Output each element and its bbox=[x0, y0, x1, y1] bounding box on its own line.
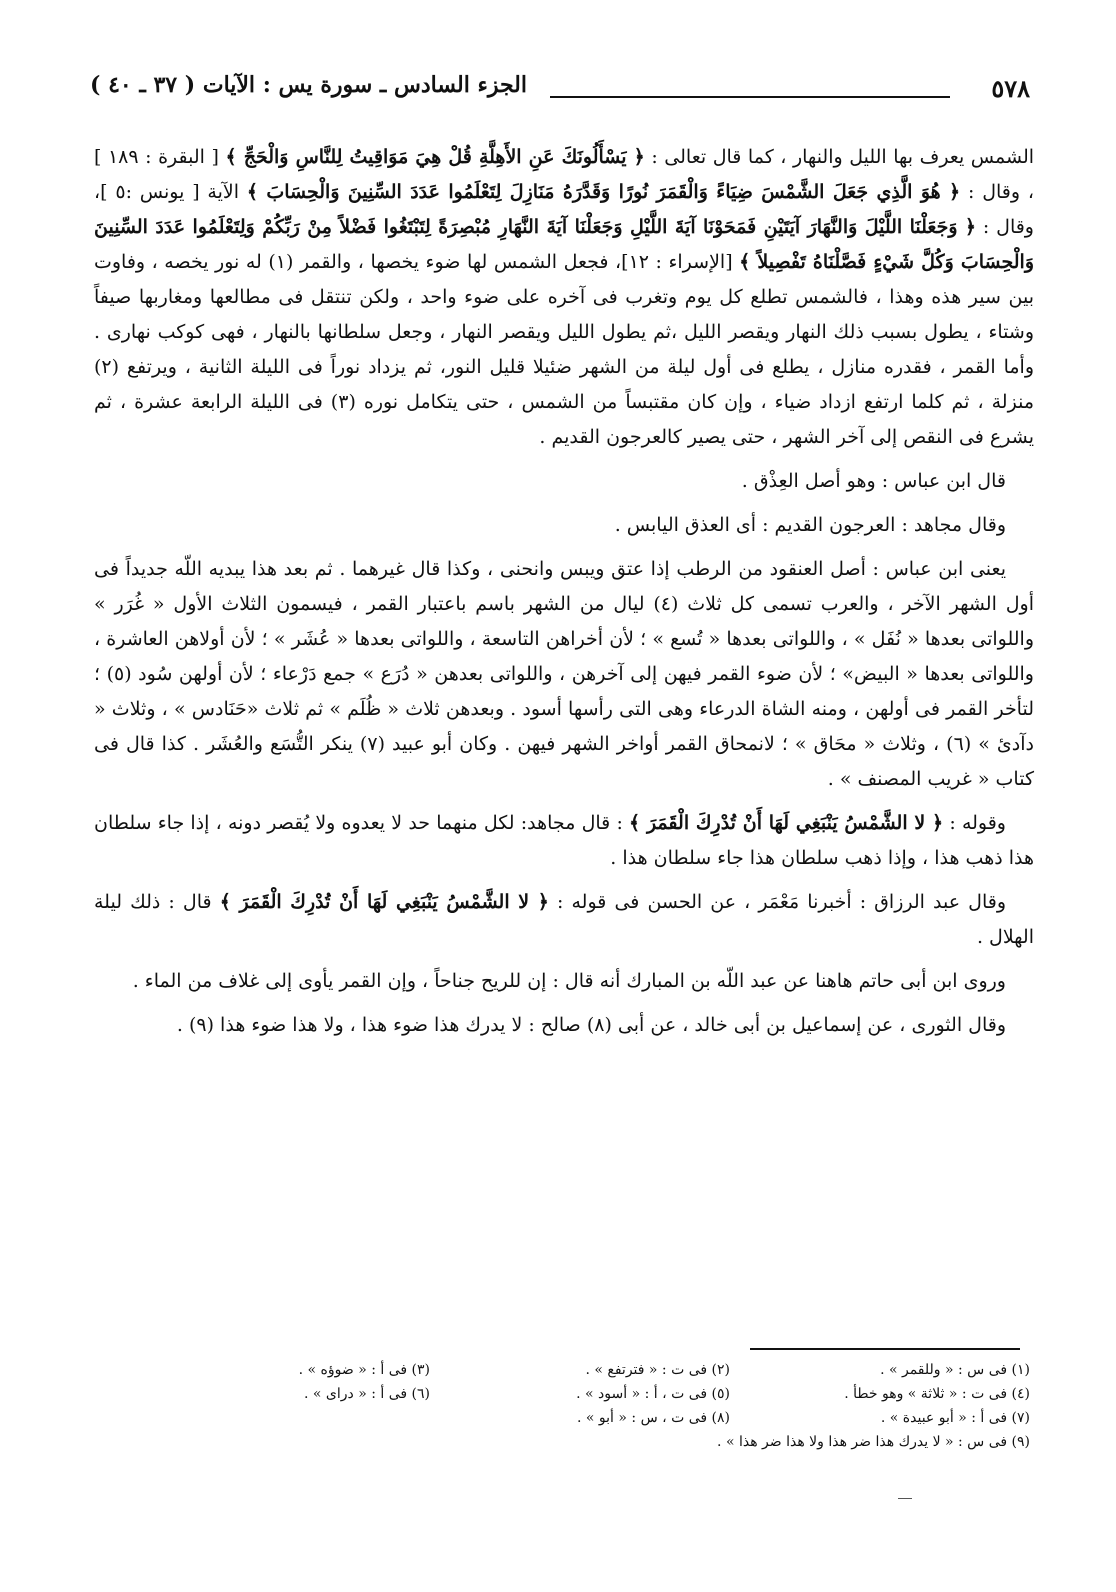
footnote-7: (٧) فى أ : « أبو عبيدة » . bbox=[880, 1410, 1030, 1426]
quran-verse: ﴿ لا الشَّمْسُ يَنْبَغِي لَهَا أَنْ تُدْرِكَ الْقَمَرَ ﴾ bbox=[629, 812, 944, 834]
header-rule bbox=[550, 96, 950, 98]
footnote-8: (٨) فى ت ، س : « أبو » . bbox=[577, 1410, 730, 1426]
page-header bbox=[90, 72, 1030, 108]
text-run: [ البقرة : ١٨٩ ] ، وقال : bbox=[94, 146, 1034, 203]
running-title: الجزء السادس ـ سورة يس : الآيات ( ٣٧ ـ ٤٠ ) bbox=[90, 72, 527, 98]
text-run: قال : ذلك ليلة الهلال . bbox=[94, 891, 1034, 948]
footnote-row bbox=[110, 1358, 1030, 1382]
footnote-2: (٢) فى ت : « فترتفع » . bbox=[585, 1362, 730, 1378]
text-run: [الإسراء : ١٢]، فجعل الشمس لها ضوء يخصها ، والقمر (١) له نور يخصه ، وفاوت بين سير هذه وهذا ، فالشمس تطلع كل يوم وتغرب فى آخره على ضوء واحد ، ولكن تنتقل فى مطالعها ومغاربها صيفاً وشتاء ، يطول بسبب ذلك النهار ويقصر الليل ،ثم يطول الليل ويقصر النهار ، وجعل سلطانها بالنهار ، فهى كوكب نهارى . وأما القمر ، فقدره منازل ، يطلع فى أول ليلة من الشهر ضئيلا قليل النور، ثم يزداد نوراً فى الليلة الثانية ، ويرتفع (٢) منزلة ، ثم كلما ارتفع ازداد ضياء ، وإن كان مقتبساً من الشمس ، حتى يتكامل نوره (٣) فى الليلة الرابعة عشرة ، ثم يشرع فى النقص إلى آخر الشهر ، حتى يصير كالعرجون القديم . bbox=[94, 251, 1034, 448]
paragraph-4: يعنى ابن عباس : أصل العنقود من الرطب إذا عتق ويبس وانحنى ، وكذا قال غيرهما . ثم بعد هذا يبديه اللّه جديداً فى أول الشهر الآخر ، والعرب تسمى كل ثلاث (٤) ليال من الشهر باسم باعتبار القمر ، فيسمون الثلاث الأول « غُرَر » واللواتى بعدها « نُفَل » ، واللواتى بعدها « تُسع » ؛ لأن أخراهن التاسعة ، واللواتى بعدها « عُشَر » ؛ لأن أولاهن العاشرة ، واللواتى بعدها « البيض» ؛ لأن ضوء القمر فيهن إلى آخرهن ، واللواتى بعدهن « دُرَع » جمع دَرْعاء ؛ لأن أولهن سُود (٥) ؛ لتأخر القمر فى أولهن ، ومنه الشاة الدرعاء وهى التى رأسها أسود . وبعدهن ثلاث « ظُلَم » ثم ثلاث «حَنَادس » ، وثلاث « دآدئ » (٦) ، وثلاث « محَاق » ؛ لانمحاق القمر أواخر الشهر فيهن . وكان أبو عبيد (٧) ينكر التُّسَع والعُشَر . كذا قال فى كتاب « غريب المصنف » . bbox=[94, 558, 1035, 790]
quran-verse: ﴿ لا الشَّمْسُ يَنْبَغِي لَهَا أَنْ تُدْرِكَ الْقَمَرَ ﴾ bbox=[219, 891, 549, 913]
main-text bbox=[94, 140, 1034, 1052]
text-run: وقال عبد الرزاق : أخبرنا مَعْمَر ، عن الحسن فى قوله : bbox=[548, 891, 1006, 913]
text-run: الشمس يعرف بها الليل والنهار ، كما قال تعالى : bbox=[644, 146, 1035, 168]
quran-verse: ﴿ يَسْأَلُونَكَ عَنِ الأَهِلَّةِ قُلْ هِيَ مَوَاقِيتُ لِلنَّاسِ وَالْحَجِّ ﴾ bbox=[225, 146, 645, 168]
footnote-rule bbox=[750, 1348, 1020, 1350]
text-run: : قال مجاهد: لكل منهما حد لا يعدوه ولا يُقصر دونه ، إذا جاء سلطان هذا ذهب هذا ، وإذا ذهب سلطان هذا جاء سلطان هذا . bbox=[94, 812, 1034, 869]
quran-verse: ﴿ وَجَعَلْنَا اللَّيْلَ وَالنَّهَارَ آيَتَيْنِ فَمَحَوْنَا آيَةَ اللَّيْلِ وَجَعَلْنَا آيَةَ النَّهَارِ مُبْصِرَةً لِتَبْتَغُوا فَضْلاً مِنْ رَبِّكُمْ وَلِتَعْلَمُوا عَدَدَ السِّنِينَ وَالْحِسَابَ وَكُلَّ شَيْءٍ فَصَّلْنَاهُ تَفْصِيلاً ﴾ bbox=[94, 216, 1035, 273]
paragraph-8: وقال الثورى ، عن إسماعيل بن أبى خالد ، عن أبى (٨) صالح : لا يدرك هذا ضوء هذا ، ولا هذا ضوء هذا (٩) . bbox=[176, 1014, 1006, 1036]
footnote-9: (٩) فى س : « لا يدرك هذا ضر هذا ولا هذا ضر هذا » . bbox=[717, 1434, 1030, 1450]
footnote-row bbox=[110, 1406, 1030, 1430]
paragraph-5 bbox=[94, 806, 1034, 876]
footnote-1: (١) فى س : « وللقمر » . bbox=[880, 1362, 1030, 1378]
text-run: وقوله : bbox=[943, 812, 1006, 834]
paragraph-1 bbox=[94, 140, 1034, 455]
footnotes bbox=[110, 1358, 1030, 1454]
paragraph-3: وقال مجاهد : العرجون القديم : أى العذق اليابس . bbox=[614, 514, 1006, 536]
footnote-5: (٥) فى ت ، أ : « أسود » . bbox=[576, 1386, 730, 1402]
footnote-row bbox=[110, 1430, 1030, 1454]
page-number: ٥٧٨ bbox=[991, 74, 1030, 103]
footnote-6: (٦) فى أ : « دراى » . bbox=[303, 1386, 430, 1402]
quran-verse: ﴿ هُوَ الَّذِي جَعَلَ الشَّمْسَ ضِيَاءً وَالْقَمَرَ نُورًا وَقَدَّرَهُ مَنَازِلَ لِتَعْلَمُوا عَدَدَ السِّنِينَ وَالْحِسَابَ ﴾ bbox=[246, 181, 961, 203]
footnote-4: (٤) فى ت : « ثلاثة » وهو خطأ . bbox=[844, 1386, 1030, 1402]
footnote-row bbox=[110, 1382, 1030, 1406]
text-run: الآية [ يونس :٥ ]، وقال : bbox=[94, 181, 1034, 238]
stray-mark bbox=[898, 1498, 912, 1499]
footnote-3: (٣) فى أ : « ضوؤه » . bbox=[298, 1362, 430, 1378]
paragraph-2: قال ابن عباس : وهو أصل العِذْق . bbox=[741, 470, 1006, 492]
paragraph-7: وروى ابن أبى حاتم هاهنا عن عبد اللّه بن المبارك أنه قال : إن للريح جناحاً ، وإن القمر يأوى إلى غلاف من الماء . bbox=[132, 970, 1006, 992]
paragraph-6 bbox=[94, 885, 1034, 955]
